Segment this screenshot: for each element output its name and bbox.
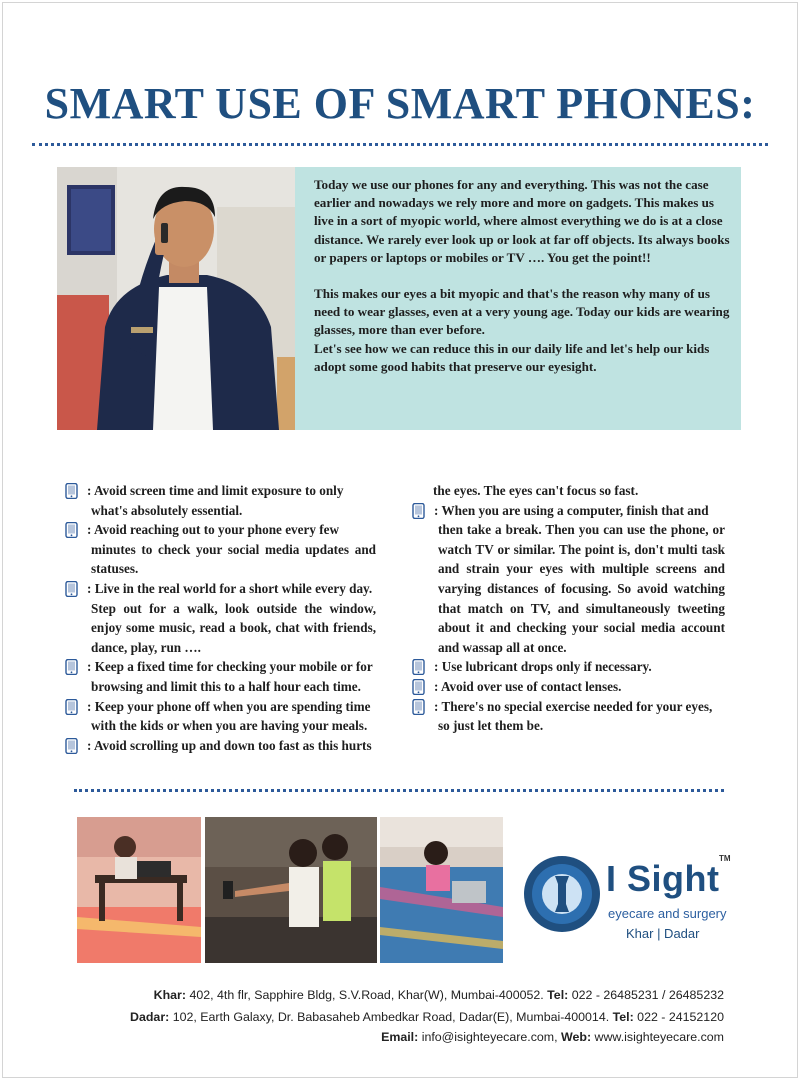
footer-dadar-address [60, 1010, 724, 1024]
intro-paragraph: This makes our eyes a bit myopic and that's the reason why many of us need to wear glasses, even at a very young age. Today our kids are wearing glasses, more than ever before. [314, 286, 730, 338]
tip-item [411, 657, 725, 677]
mobile-phone-icon [65, 522, 78, 538]
dadar-address: 102, Earth Galaxy, Dr. Babasaheb Ambedkar Road, Dadar(E), Mumbai-400014. [172, 1010, 610, 1024]
khar-tel-label: Tel: [547, 988, 569, 1002]
khar-tel: 022 - 26485231 / 26485232 [571, 988, 724, 1002]
dadar-tel: 022 - 24152120 [637, 1010, 724, 1024]
mobile-phone-icon [65, 659, 78, 675]
photo-child-with-laptop-on-bed [77, 817, 201, 963]
web-link[interactable]: www.isighteyecare.com [594, 1030, 724, 1044]
photo-child-on-rug-with-laptop [380, 817, 503, 963]
intro-paragraph: Today we use our phones for any and everything. This was not the case earlier and nowadays we rely more and more on gadgets. This makes us live in a sort of myopic world, where almost everything we do is at a close distance. We rarely ever look up or look at far off objects. Its always books or papers or laptops or mobiles or TV …. You get the point!! [314, 177, 730, 265]
tip-rest: what's absolutely essential. [91, 502, 243, 518]
tip-lead: : Use lubricant drops only if necessary. [434, 659, 652, 675]
footer-contact [60, 1030, 724, 1044]
photo-girls-taking-selfie [205, 817, 377, 963]
intro-photo-man-on-phone [57, 167, 295, 430]
isight-logo [520, 848, 730, 948]
tip-rest: so just let them be. [438, 718, 544, 734]
dadar-tel-label: Tel: [612, 1010, 634, 1024]
tip-rest: then take a break. Then you can use the phone, or watch TV or similar. The point is, don't multi task and strain your eyes with multiple screens and varying distances of focusing. So avoid watching that match on TV, and simultaneously tweeting about it and checking your social media account and wassap all at once. [438, 522, 725, 655]
mobile-phone-icon [412, 503, 425, 519]
logo-trademark: TM [719, 854, 731, 863]
footer-khar-address [60, 988, 724, 1002]
tip-lead: : Avoid reaching out to your phone every few [87, 522, 340, 538]
tip-rest: browsing and limit this to a half hour each time. [91, 678, 361, 694]
tip-item [411, 501, 725, 658]
tip-item [64, 736, 376, 756]
tip-lead: : When you are using a computer, finish that and [434, 502, 709, 518]
tip-item [411, 697, 725, 736]
dadar-label: Dadar: [130, 1010, 170, 1024]
dotted-divider-top [32, 143, 768, 146]
mobile-phone-icon [65, 483, 78, 499]
mobile-phone-icon [412, 699, 425, 715]
tip-lead: : Avoid over use of contact lenses. [434, 678, 622, 694]
tip-lead: : Avoid screen time and limit exposure to only [87, 483, 344, 498]
tips-right-column [411, 481, 725, 736]
tip-item [64, 520, 376, 579]
email-link[interactable]: info@isighteyecare.com, [421, 1030, 558, 1044]
tip-item [64, 579, 376, 657]
tip-rest: with the kids or when you are having your meals. [91, 718, 368, 734]
eye-lens-logo-icon [522, 854, 602, 934]
intro-paragraph: Let's see how we can reduce this in our daily life and let's help our kids adopt some good habits that preserve our eyesight. [314, 340, 710, 374]
mobile-phone-icon [412, 679, 425, 695]
tip-item [64, 697, 376, 736]
page-title: SMART USE OF SMART PHONES: [44, 79, 756, 128]
tip-lead: : Keep your phone off when you are spending time [87, 698, 371, 714]
khar-label: Khar: [153, 988, 186, 1002]
tip-lead: : Live in the real world for a short while every day. [87, 580, 373, 596]
tip-lead: : Keep a fixed time for checking your mobile or for [87, 659, 373, 675]
web-label: Web: [561, 1030, 592, 1044]
tip-rest: Step out for a walk, look outside the window, enjoy some music, read a book, chat with friends, dance, play, run …. [91, 600, 376, 655]
tip-item [64, 657, 376, 696]
dotted-divider-bottom [74, 789, 724, 792]
tip-rest: minutes to check your social media updates and statuses. [91, 541, 376, 577]
mobile-phone-icon [65, 699, 78, 715]
tip-continuation: the eyes. The eyes can't focus so fast. [433, 483, 639, 498]
mobile-phone-icon [65, 581, 78, 597]
intro-text [314, 176, 732, 376]
tips-left-column [64, 481, 376, 755]
logo-tagline: eyecare and surgery [608, 906, 727, 921]
khar-address: 402, 4th flr, Sapphire Bldg, S.V.Road, Khar(W), Mumbai-400052. [189, 988, 544, 1002]
tip-item [411, 677, 725, 697]
mobile-phone-icon [412, 659, 425, 675]
logo-locations: Khar | Dadar [626, 926, 700, 941]
tip-lead: : There's no special exercise needed for your eyes, [434, 698, 713, 714]
tip-item [64, 481, 376, 520]
mobile-phone-icon [65, 738, 78, 754]
email-label: Email: [381, 1030, 419, 1044]
tip-lead: : Avoid scrolling up and down too fast as this hurts [87, 737, 372, 753]
logo-brand: I Sight [606, 858, 720, 899]
